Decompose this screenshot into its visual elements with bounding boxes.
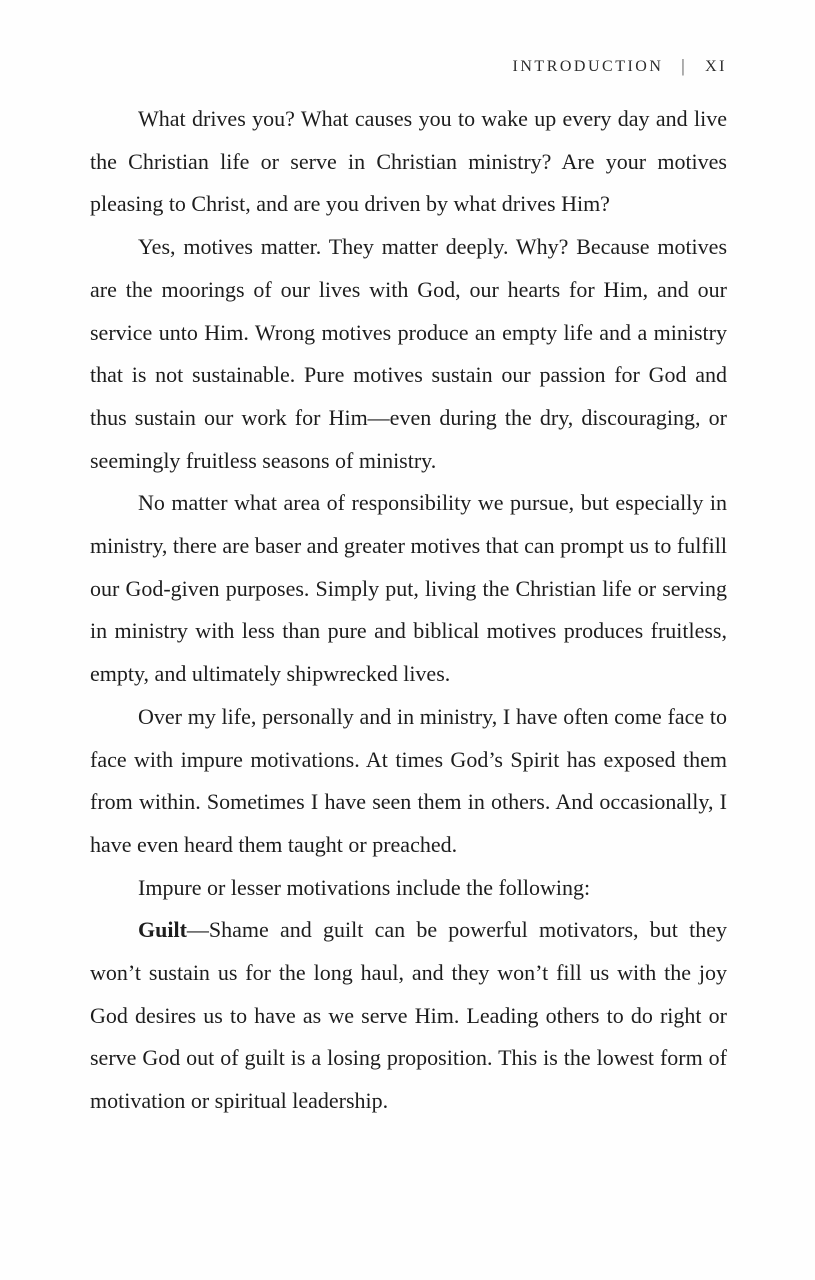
paragraph-guilt xyxy=(90,909,727,1123)
paragraph: No matter what area of responsibility we pursue, but especially in ministry, there are baser and greater motives that can prompt us to fulfill our God-given purposes. Simply put, living the Christian life or serving in ministry with less than pure and biblical motives produces fruitless, empty, and ultimately shipwrecked lives. xyxy=(90,490,727,687)
paragraph: Impure or lesser motivations include the following: xyxy=(138,874,591,900)
header-separator: | xyxy=(681,57,688,76)
page-number: XI xyxy=(705,58,727,75)
page-body xyxy=(0,76,815,1123)
paragraph: Yes, motives matter. They matter deeply. Why? Because motives are the moorings of our lives with God, our hearts for Him, and our service unto Him. Wrong motives produce an empty life and a ministry that is not sustainable. Pure motives sustain our passion for God and thus sustain our work for Him—even during the dry, discouraging, or seemingly fruitless seasons of ministry. xyxy=(90,234,727,473)
guilt-term: Guilt xyxy=(138,917,187,943)
paragraph: Over my life, personally and in ministry, I have often come face to face with impure motivations. At times God’s Spirit has exposed them from within. Sometimes I have seen them in others. And occasionally, I have even heard them taught or preached. xyxy=(90,703,727,857)
paragraph: What drives you? What causes you to wake up every day and live the Christian life or serve in Christian ministry? Are your motives pleasing to Christ, and are you driven by what drives Him? xyxy=(90,106,727,217)
running-header xyxy=(0,0,815,76)
guilt-paragraph-text: —Shame and guilt can be powerful motivators, but they won’t sustain us for the long haul, and they won’t fill us with the joy God desires us to have as we serve Him. Leading others to do right or serve God out of guilt is a losing proposition. This is the lowest form of motivation or spiritual leadership. xyxy=(90,917,727,1114)
running-header-section: INTRODUCTION xyxy=(512,58,664,75)
